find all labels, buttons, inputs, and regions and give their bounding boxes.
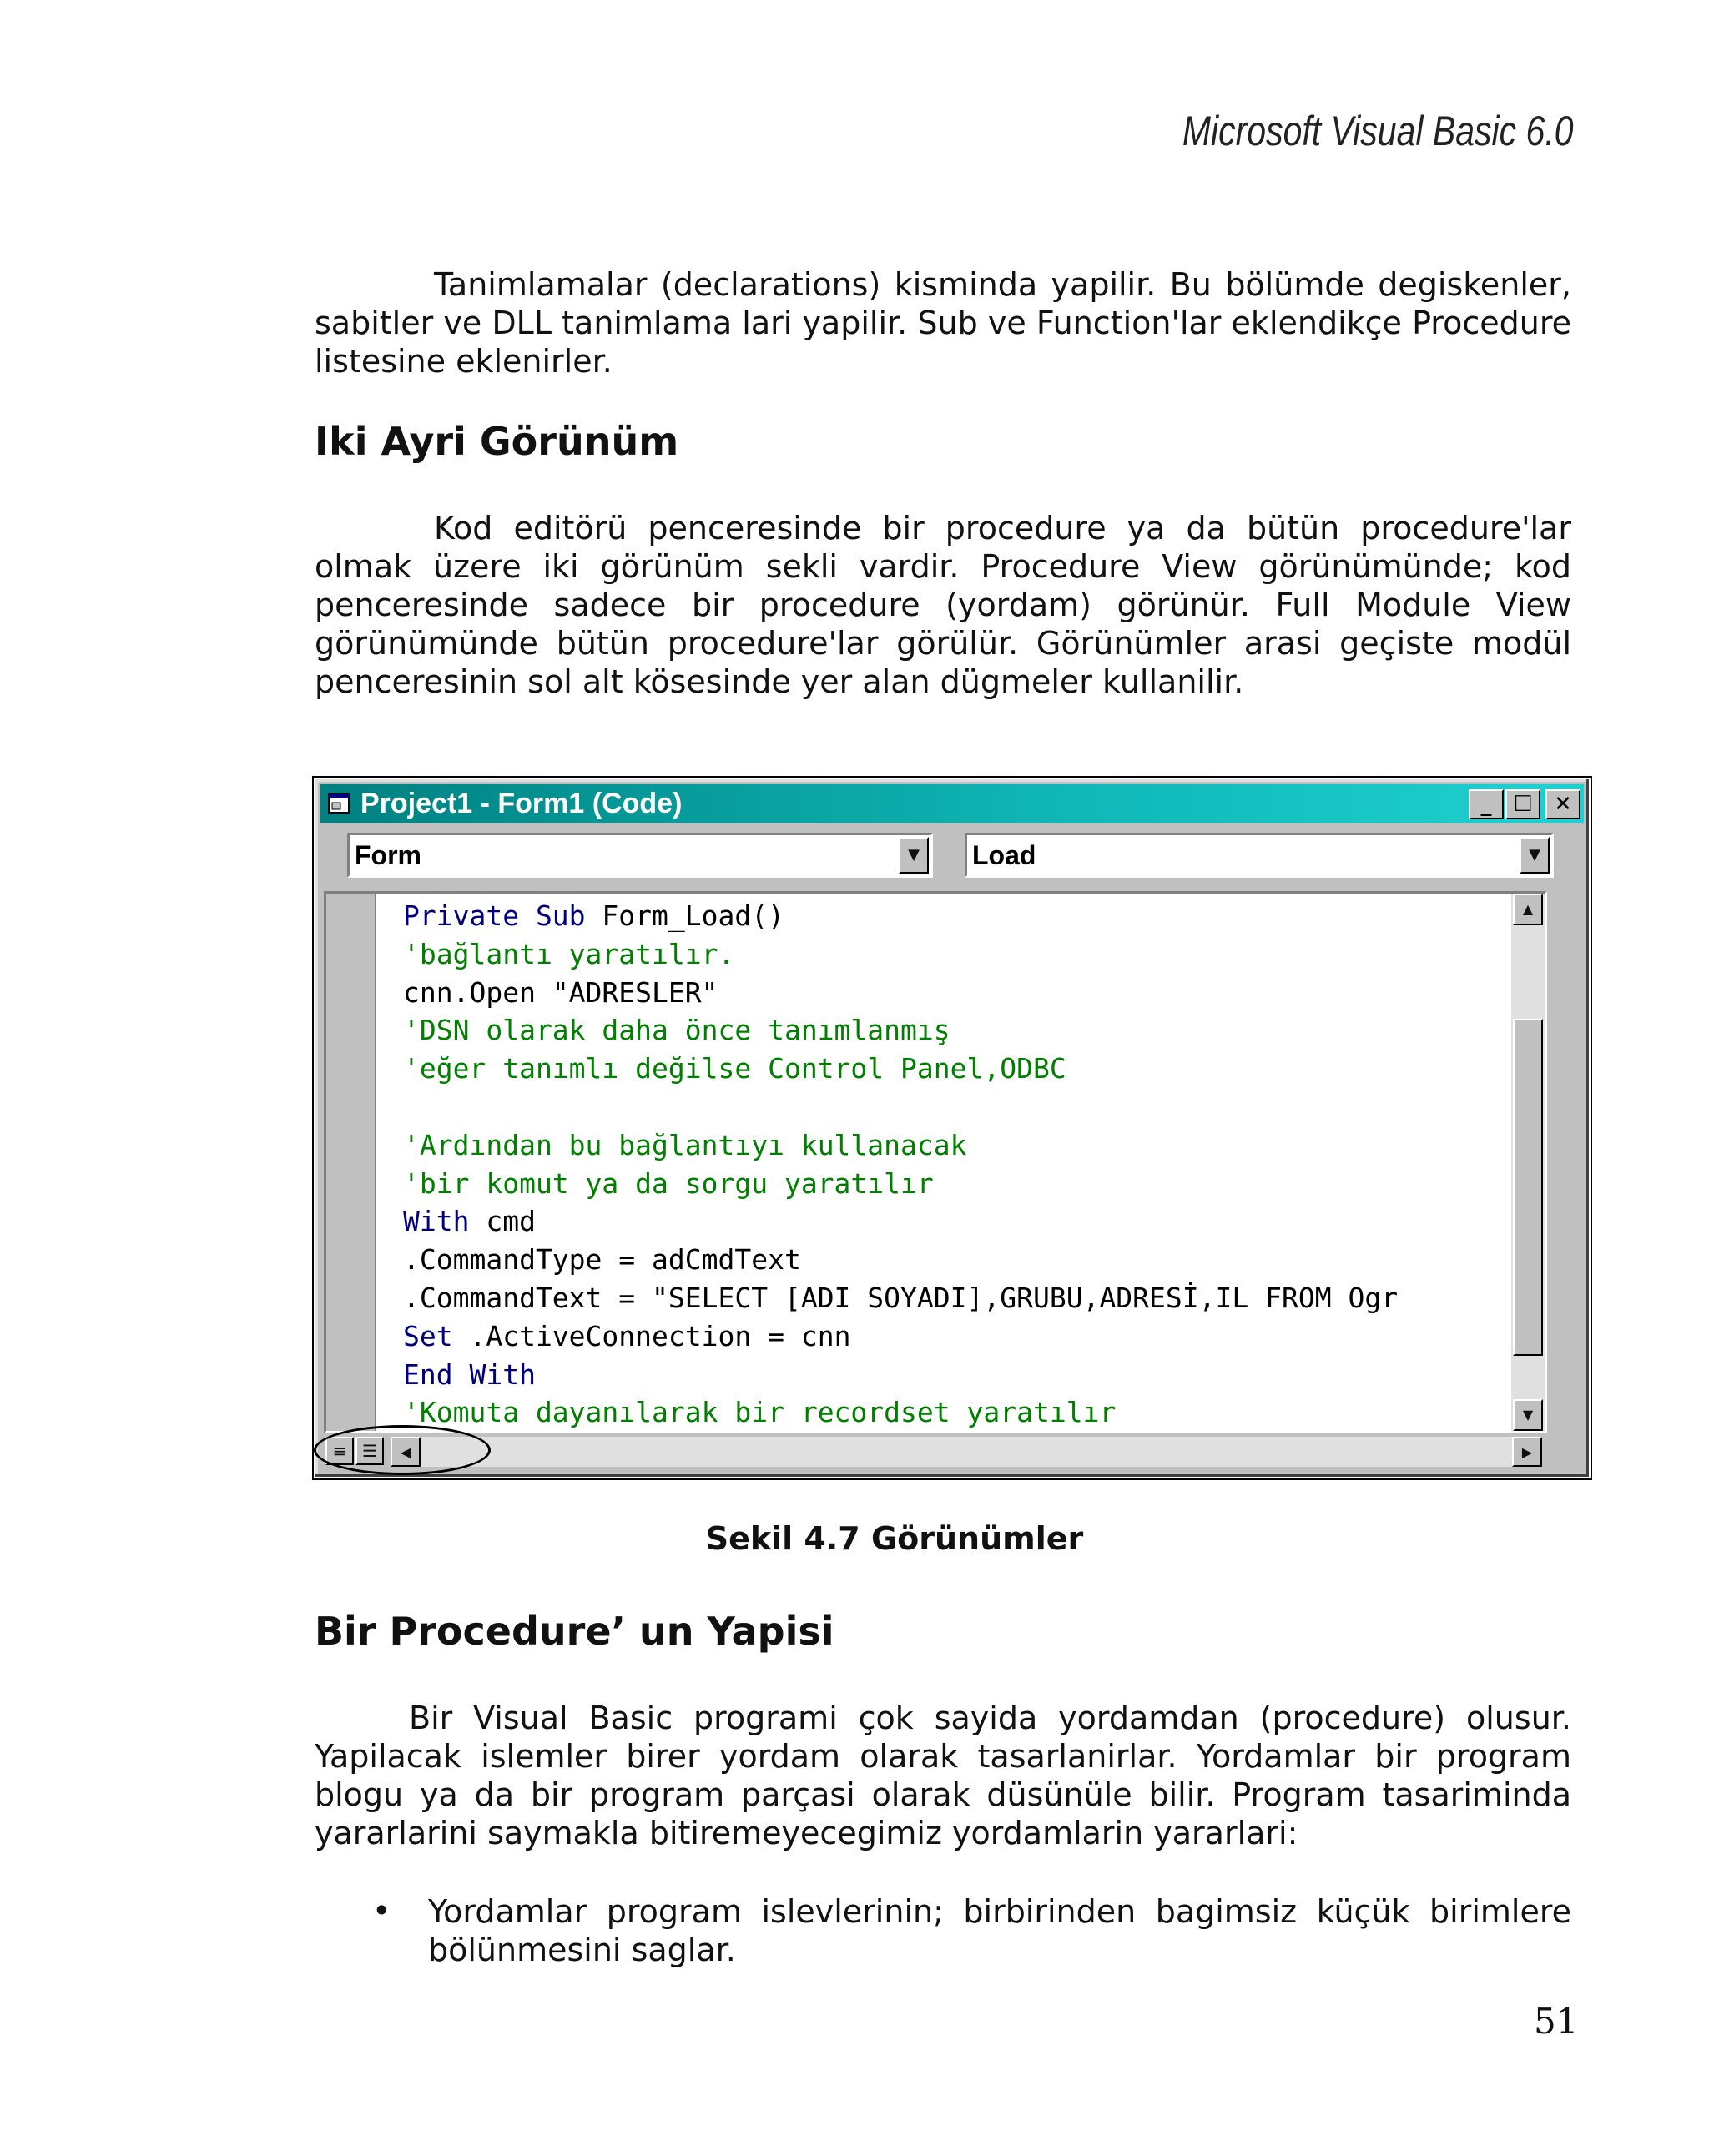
vb-code-window [314,778,1591,1478]
code-line: Set .ActiveConnection = cnn [403,1319,851,1353]
text-line: Tanimlamalar (declarations) kisminda yapilir. Bu bölümde degiskenler, [434,266,1571,303]
view-buttons-highlight [314,1425,491,1475]
figure-caption: Sekil 4.7 Görünümler [705,1520,1084,1557]
scroll-left-icon[interactable]: ◀ [391,1437,421,1467]
vertical-scrollbar[interactable] [1511,894,1545,1431]
chevron-down-icon[interactable]: ▼ [1520,837,1550,874]
window-title: Project1 - Form1 (Code) [360,788,683,819]
section2-paragraph [315,1699,1571,1852]
code-line: End With [403,1358,536,1391]
window-titlebar[interactable] [320,784,1584,823]
chevron-down-icon[interactable]: ▼ [899,837,929,874]
procedure-combo-value: Load [972,840,1036,870]
scroll-down-icon[interactable]: ▼ [1513,1399,1543,1431]
code-line: cnn.Open "ADRESLER" [403,975,718,1009]
procedure-combo[interactable] [965,833,1554,878]
scroll-thumb[interactable] [1513,1019,1543,1356]
code-window-icon [327,791,352,816]
text-line: Kod editörü penceresinde bir procedure ya da bütün procedure'lar [434,510,1571,547]
page-number: 51 [1534,2001,1579,2042]
code-window-bottom-bar [324,1435,1580,1468]
text-line: penceresinin sol alt kösesinde yer alan dügmeler kullanilir. [315,663,1244,700]
code-comment-line: 'bir komut ya da sorgu yaratılır [403,1166,934,1200]
code-editor[interactable] [324,891,1547,1433]
code-comment-line: 'Ardından bu bağlantıyı kullanacak [403,1128,967,1161]
code-comment-line: 'bağlantı yaratılır. [403,937,735,970]
text-line: yararlarini saymakla bitiremeyecegimiz yordamlarin yararlari: [315,1815,1298,1851]
code-line [403,1088,1508,1126]
text-line: görünümünde bütün procedure'lar görülür. Görünümler arasi geçiste modül [315,625,1571,662]
margin-indicator-bar [326,894,376,1431]
code-comment-line: 'Komuta dayanılarak bir recordset yaratılır [403,1396,1117,1429]
maximize-icon[interactable]: ☐ [1505,789,1540,819]
scroll-right-icon[interactable]: ▶ [1512,1437,1542,1467]
intro-paragraph [315,265,1571,380]
code-line: .CommandText = "SELECT [ADI SOYADI],GRUBU,ADRESİ,IL FROM Ogr [403,1281,1399,1314]
section-heading: Iki Ayri Görünüm [315,419,679,464]
close-icon[interactable]: ✕ [1545,789,1580,819]
text-line: listesine eklenirler. [315,343,613,380]
code-comment-line: 'DSN olarak daha önce tanımlanmış [403,1014,950,1047]
object-combo-value: Form [355,840,421,870]
horizontal-scrollbar[interactable] [391,1437,1542,1467]
scroll-up-icon[interactable]: ▲ [1513,894,1543,925]
text-line: Bir Visual Basic programi çok sayida yordamdan (procedure) olusur. [409,1700,1571,1736]
code-line: Private Sub Form_Load() [403,899,784,932]
minimize-icon[interactable]: _ [1469,789,1504,819]
text-line: Yordamlar program islevlerinin; birbirinden bagimsiz küçük birimlere [428,1893,1571,1930]
procedure-view-icon[interactable]: ≡ [325,1437,354,1465]
text-line: sabitler ve DLL tanimlama lari yapilir. Sub ve Function'lar eklendikçe Procedure [315,305,1571,341]
text-line: bölünmesini saglar. [428,1932,736,1968]
object-combo[interactable] [347,833,933,878]
code-line: .CommandType = adCmdText [403,1243,801,1277]
code-comment-line: 'eğer tanımlı değilse Control Panel,ODBC [403,1052,1066,1086]
code-line: With cmd [403,1205,536,1238]
bullet-icon: • [372,1892,391,1929]
text-line: blogu ya da bir program parçasi olarak düsünüle bilir. Program tasariminda [315,1776,1571,1813]
text-line: olmak üzere iki görünüm sekli vardir. Procedure View görünümünde; kod [315,548,1571,585]
section1-paragraph [315,509,1571,701]
running-header: Microsoft Visual Basic 6.0 [1182,108,1574,154]
bullet-item [428,1892,1571,1969]
full-module-view-icon[interactable]: ☰ [355,1437,384,1465]
section-heading: Bir Procedure’ un Yapisi [315,1609,834,1654]
text-line: Yapilacak islemler birer yordam olarak tasarlanirlar. Yordamlar bir program [315,1738,1571,1775]
code-text[interactable] [403,897,1508,1432]
text-line: penceresinde sadece bir procedure (yordam) görünür. Full Module View [315,587,1571,623]
